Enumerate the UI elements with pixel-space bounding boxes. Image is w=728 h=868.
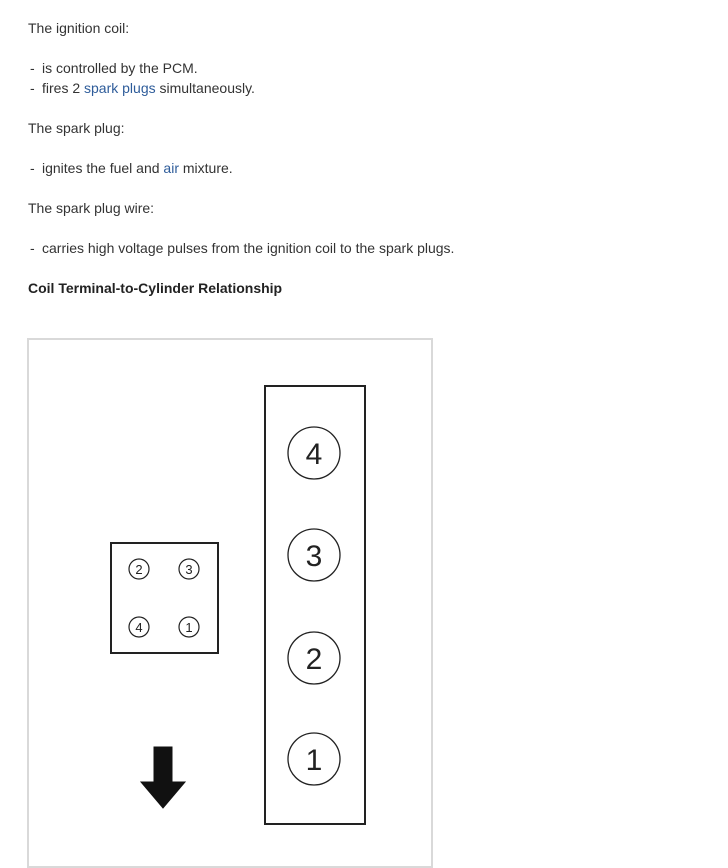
svg-text:4: 4 [305, 438, 323, 471]
diagram-svg [29, 340, 431, 866]
section-heading: Coil Terminal-to-Cylinder Relationship [28, 280, 283, 296]
coil-pack [111, 543, 218, 653]
svg-text:4: 4 [135, 620, 143, 635]
cylinder [288, 632, 340, 684]
cylinder [288, 529, 340, 581]
cylinder [288, 733, 340, 785]
wire-bullet-1: - carries high voltage pulses from the ignition coil to the spark plugs. [30, 240, 455, 256]
plug-bullet-1: - ignites the fuel and air mixture. [30, 160, 233, 176]
coil-cylinder-diagram [27, 338, 433, 868]
coil-terminal [179, 559, 199, 579]
air-link[interactable]: air [163, 160, 179, 176]
svg-text:1: 1 [185, 620, 193, 635]
svg-text:3: 3 [305, 540, 323, 573]
coil-bullet-1: - is controlled by the PCM. [30, 60, 198, 76]
wire-title: The spark plug wire: [28, 200, 155, 216]
plug-title: The spark plug: [28, 120, 125, 136]
coil-terminal [129, 617, 149, 637]
coil-terminal [129, 559, 149, 579]
svg-text:2: 2 [135, 562, 143, 577]
svg-text:2: 2 [305, 643, 323, 676]
svg-text:1: 1 [305, 744, 323, 777]
spark-plugs-link[interactable]: spark plugs [84, 80, 156, 96]
coil-terminal [179, 617, 199, 637]
coil-bullet-2: - fires 2 spark plugs simultaneously. [30, 80, 255, 96]
down-arrow-icon [141, 747, 185, 808]
svg-text:3: 3 [185, 562, 193, 577]
coil-title: The ignition coil: [28, 20, 130, 36]
cylinder [288, 427, 340, 479]
